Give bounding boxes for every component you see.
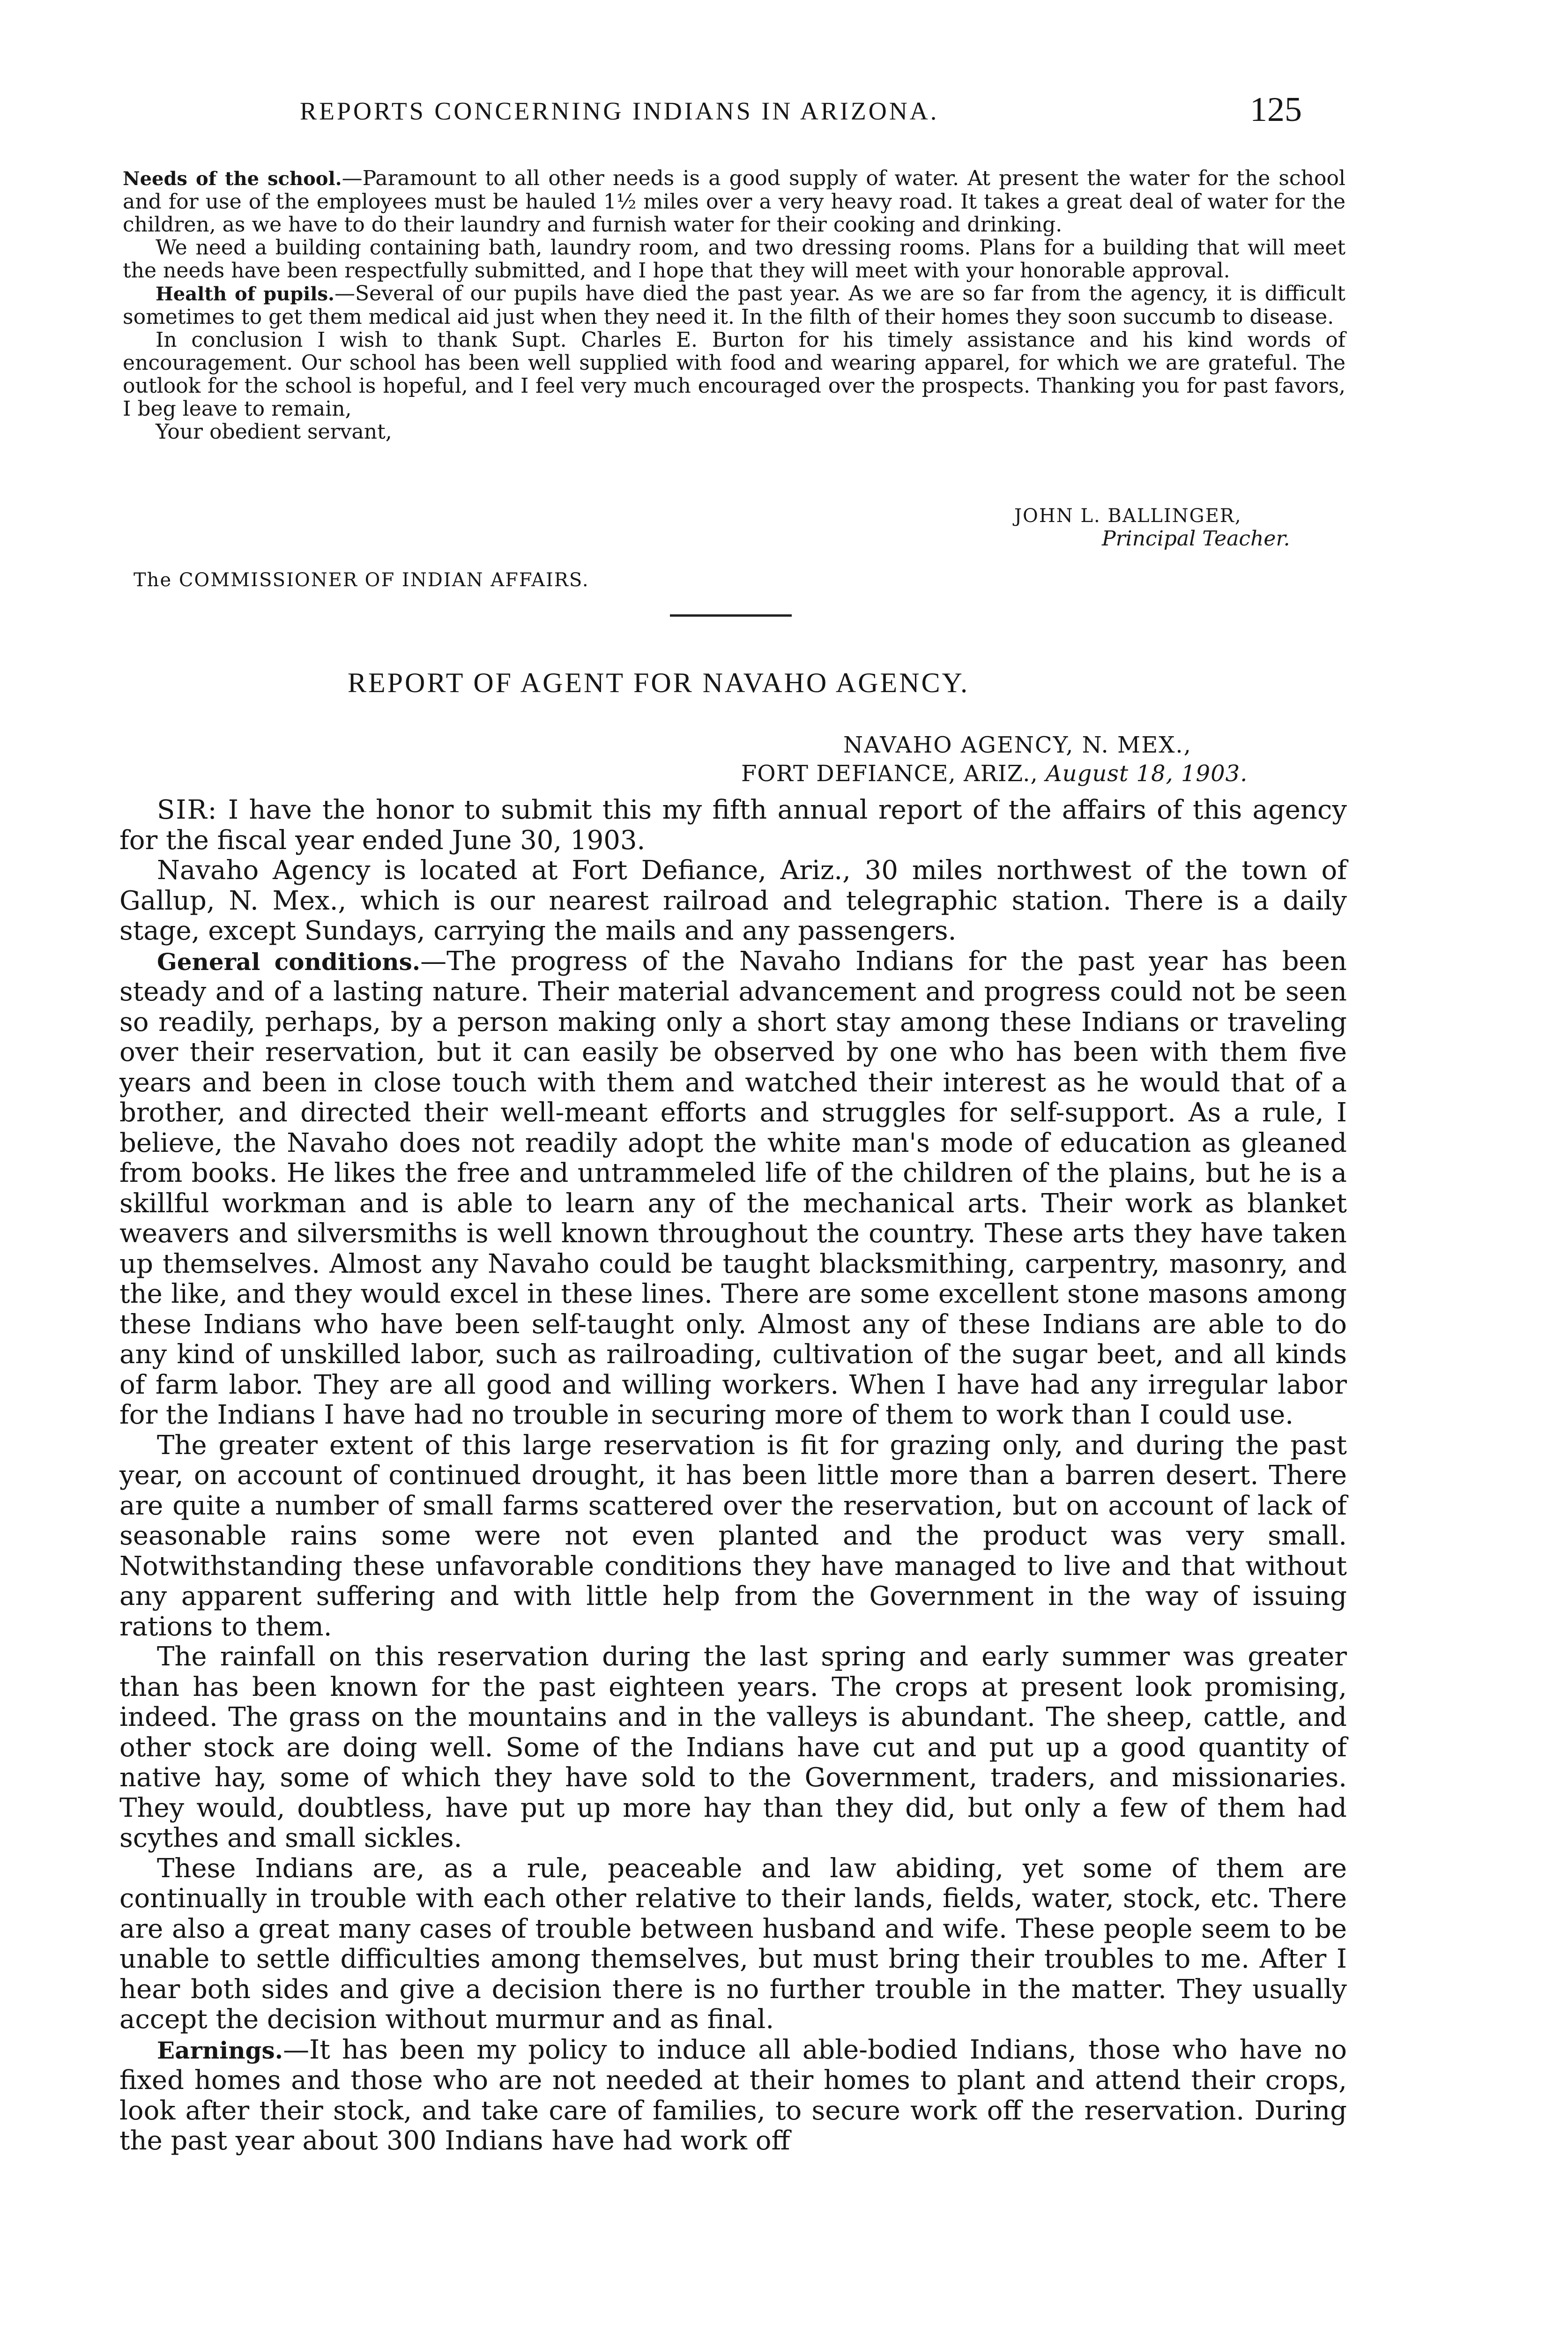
closing-line: Your obedient servant, [156,420,392,444]
earnings-heading: Earnings. [157,2036,283,2064]
health-heading: Health of pupils. [156,283,334,305]
signature-name: JOHN L. BALLINGER, [1014,505,1242,527]
general-text: —The progress of the Navaho Indians for the past year has been steady and of a lasting nature. Their material advancement and progress could not be seen so readily, perhaps, by a person making only a short stay among these Indians or traveling over their reservation, but it can easily be observed by one who has been with them five years and been in close touch with them and watched their interest as he would that of a brother, and directed their well-meant efforts and struggles for self-support. As a rule, I believe, the Navaho does not readily adopt the white man's mode of education as gleaned from books. He likes the free and untrammeled life of the children of the plains, but he is a skillful workman and is able to learn any of the mechanical arts. Their work as blanket weavers and silversmiths is well known throughout the country. These arts they have taken up themselves. Almost any Navaho could be taught blacksmithing, carpentry, masonry, and the like, and they would excel in these lines. There are some excellent stone masons among these Indians who have been self-taught only. Almost any of these Indians are able to do any kind of unskilled labor, such as railroading, cultivation of the sugar beet, and all kinds of farm labor. They are all good and willing workers. When I have had any irregular labor for the Indians I have had no trouble in securing more of them to work than I could use. [119,946,1347,1430]
addressee: The COMMISSIONER OF INDIAN AFFAIRS. [134,569,589,591]
intro-paragraph [119,795,1347,856]
rainfall-paragraph: The rainfall on this reservation during the last spring and early summer was greater than has been known for the past eighteen years. The crops at present look promising, indeed. The grass on the mountains and in the valleys is abundant. The sheep, cattle, and other stock are doing well. Some of the Indians have cut and put up a good quantity of native hay, some of which they have sold to the Government, traders, and missionaries. They would, doubtless, have put up more hay than they did, but only a few of them had scythes and small sickles. [119,1642,1347,1853]
peaceable-paragraph: These Indians are, as a rule, peaceable and law abiding, yet some of them are continually in trouble with each other relative to their lands, fields, water, stock, etc. There are also a great many cases of trouble between husband and wife. These people seem to be unable to settle difficulties among themselves, but must bring their troubles to me. After I hear both sides and give a decision there is no further trouble in the matter. They usually accept the decision without murmur and as final. [119,1853,1347,2035]
section-divider [670,614,792,617]
earnings-text: —It has been my policy to induce all able-bodied Indians, those who have no fixed homes and those who are not needed at their homes to plant and attend their crops, look after their stock, and take care of families, to secure work off the reservation. During the past year about 300 Indians have had work off [119,2034,1347,2156]
place-line-2-text: FORT DEFIANCE, ARIZ., [741,761,1038,787]
needs-text: —Paramount to all other needs is a good supply of water. At present the water for the school and for use of the employees must be hauled 1½ miles over a very heavy road. It takes a great deal of water for the children, as we have to do their laundry and furnish water for their cooking and drinking. [123,166,1346,237]
salutation: SIR: [157,795,218,825]
running-header: REPORTS CONCERNING INDIANS IN ARIZONA. [300,97,939,125]
conclusion-paragraph: In conclusion I wish to thank Supt. Charles E. Burton for his timely assistance and his kind words of encouragement. Our school has been well supplied with food and wearing apparel, for which we are grateful. The outlook for the school is hopeful, and I feel very much encouraged over the prospects. Thanking you for past favors, I beg leave to remain, [123,328,1345,421]
earnings-paragraph [119,2035,1347,2156]
general-paragraph [119,947,1347,1431]
health-paragraph [123,282,1345,328]
place-line-2 [741,761,1248,787]
needs-paragraph [123,167,1345,236]
general-heading: General conditions. [157,948,421,976]
report-body [119,795,1347,2156]
signature-title: Principal Teacher. [1102,527,1290,551]
place-line-1: NAVAHO AGENCY, N. MEX., [843,732,1192,758]
building-paragraph: We need a building containing bath, laundry room, and two dressing rooms. Plans for a building that will meet the needs have been respectfully submitted, and I hope that they will meet with your honorable approval. [123,236,1345,283]
location-paragraph: Navaho Agency is located at Fort Defiance, Ariz., 30 miles northwest of the town of Gallup, N. Mex., which is our nearest railroad and telegraphic station. There is a daily stage, except Sundays, carrying the mails and any passengers. [119,855,1347,946]
intro-text: I have the honor to submit this my fifth annual report of the affairs of this agency for the fiscal year ended June 30, 1903. [119,795,1347,856]
page-number: 125 [1250,90,1302,129]
report-date: August 18, 1903. [1046,761,1248,787]
grazing-paragraph: The greater extent of this large reservation is fit for grazing only, and during the past year, on account of continued drought, it has been little more than a barren desert. There are quite a number of small farms scattered over the reservation, but on account of lack of seasonable rains some were not even planted and the product was very small. Notwithstanding these unfavorable conditions they have managed to live and that without any apparent suffering and with little help from the Government in the way of issuing rations to them. [119,1430,1347,1642]
health-text: —Several of our pupils have died the past year. As we are so far from the agency, it is difficult sometimes to get them medical aid just when they need it. In the filth of their homes they soon succumb to disease. [123,282,1345,329]
prior-letter [123,167,1345,443]
needs-heading: Needs of the school. [123,168,342,190]
report-title: REPORT OF AGENT FOR NAVAHO AGENCY. [348,667,970,698]
